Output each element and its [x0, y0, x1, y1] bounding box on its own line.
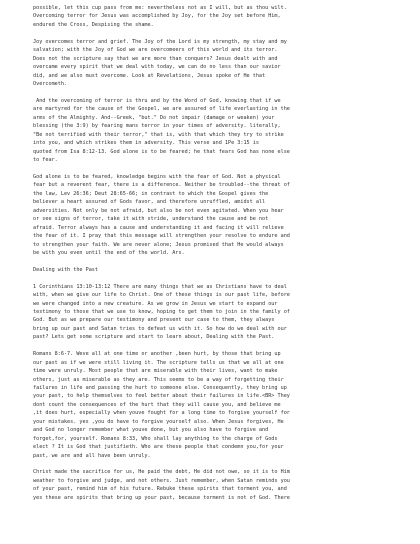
text-line: we were changed into a new creature. As we grow in Jesus we start to expand our: [33, 300, 278, 307]
text-line: your past, to help themselves to feel better about their failures in life.<BR> They: [33, 393, 290, 400]
text-line: Romans 8:6-7. Weve all at one time or another ,been hurt, by those that bring up: [33, 351, 281, 358]
text-line: our past as if we were still living it. The scripture tells us that we all at one: [33, 359, 284, 366]
text-line: the law, Lev 26:36; Deut 28:65-66; in contrast to which the Gospel gives the: [33, 190, 269, 197]
text-line: with, when we give our life to Christ. One of these things is our past life, before: [33, 292, 290, 299]
text-line: Christ made the sacrifice for us, He paid the debt, He did not owe, so it is to Him: [33, 469, 290, 476]
text-line: believer a heart assured of Gods favor, and therefore unruffled, amidst all: [33, 199, 266, 206]
text-line: to fear.: [33, 157, 58, 164]
text-line: Does not the scripture say that we are more than conquers? Jesus dealt with and: [33, 55, 278, 62]
paragraph: [33, 4, 390, 29]
text-line: weather to forgive and judge, and not others. Just remember, when Satan reminds you: [33, 477, 290, 484]
text-line: and God no longer remember what youve done, but you also have to forgive and: [33, 427, 269, 434]
paragraph: [33, 173, 390, 258]
text-line: afraid. Terror always has a cause and understanding it and facing it will relieve: [33, 224, 284, 231]
paragraph: [33, 468, 390, 502]
paragraph: [33, 38, 390, 89]
paragraph: [33, 97, 390, 165]
text-line: blessing (the 3:9) by fearing mans terror in your times of adversity. literally,: [33, 123, 281, 130]
text-line: "Be not terrified with their terror," that is, with that which they try to strike: [33, 131, 284, 138]
text-line: endured the Cross, Despising the shame.: [33, 21, 154, 28]
text-line: of your past, remind him of his future. Rebuke these spirits that torment you, and: [33, 486, 287, 493]
paragraph: [33, 283, 390, 342]
text-line: your mistakes. yes ,you do have to forgive yourself also. When Jesus forgives, He: [33, 418, 284, 425]
text-line: the fear of it. I pray that this message will strengthen your resolve to endure and: [33, 233, 290, 240]
text-line: are martyred for the cause of the Gospel, we are assured of life everlasting in the: [33, 106, 290, 113]
text-line: or see signs of terror, take it with stride, understand the cause and be not: [33, 216, 269, 223]
text-line: God. But as we prepare our testimony and present our case to them, they always: [33, 317, 275, 324]
document-body: [33, 4, 390, 502]
text-line: God alone is to be feared, knowledge begins with the fear of God. Not a physical: [33, 173, 281, 180]
text-line: be with you even until the end of the world. Ars.: [33, 249, 185, 256]
text-line: fear but a reverent fear, there is a difference. Neither be troubled--the threat of: [33, 182, 290, 189]
text-line: to strengthen your faith. We are never alone; Jesus promised that He would always: [33, 241, 284, 248]
text-line: And the overcoming of terror is thru and by the Word of God, knowing that if we: [33, 97, 281, 104]
text-line: bring up our past and Satan tries to defeat us with it. So how do we deal with our: [33, 325, 287, 332]
paragraph: [33, 350, 390, 460]
text-line: overcame every spirit that we deal with today, we can do no less than our savior: [33, 64, 281, 71]
text-line: time were unruly. Most people that are miserable with their lives, want to make: [33, 368, 278, 375]
text-line: testimony to those that we use to know, hoping to get them to join in the family of: [33, 309, 290, 315]
text-line: elect ? It is God that justifieth. Who are these people that condemn you,for your: [33, 444, 284, 451]
text-line: dont count the consequences of the hurt that they will cause you, and believe me: [33, 401, 281, 408]
text-line: Overcoming terror for Jesus was accomplished by Joy, for the Joy set before Him,: [33, 13, 281, 20]
text-line: Overcometh.: [33, 81, 68, 88]
text-line: quoted from Isa 8:12-13. God alone is to be feared; he that fears God has none else: [33, 148, 290, 155]
text-line: did, and we also must overcome. Look at Revelations, Jesus spoke of He that: [33, 72, 266, 79]
text-line: arms of the Almighty. And--Greek, "but." Do not impair (damage or weaken) your: [33, 114, 275, 121]
text-line: past, we are and all have been unruly.: [33, 452, 151, 459]
text-line: past? Lets get some scripture and start to learn about, Dealing with the Past.: [33, 334, 275, 341]
text-line: salvation; with the Joy of God we are overcomeers of this world and its terror.: [33, 47, 278, 54]
text-line: Joy overcomes terror and grief. The Joy of the Lord is my strength, my stay and my: [33, 38, 287, 45]
text-line: ,it does hurt, especially when youve fought for a long time to forgive yourself for: [33, 410, 290, 417]
section-heading: [33, 266, 390, 274]
text-line: others, just as miserable as they are. This seems to be a way of forgetting their: [33, 376, 284, 383]
text-line: forget,for, yourself. Romans 8:33, Who shall lay anything to the charge of Gods: [33, 435, 278, 442]
text-line: Dealing with the Past: [33, 266, 98, 273]
text-line: yes these are spirits that bring up your past, because torment is not of God. There: [33, 494, 290, 501]
text-line: failures in life and passing the hurt to someone else. Consequently, they bring up: [33, 385, 287, 392]
text-line: possible, let this cup pass from me: nevertheless not as I will, but as thou wilt.: [33, 5, 287, 11]
text-line: into you, and which strikes them in adversity. This verse and 1Pe 3:15 is: [33, 140, 259, 147]
text-line: adversities. Not only be not afraid, but also be not even agitated. When you hear: [33, 207, 284, 214]
text-line: 1 Corinthians 13:10-13:12 There are many things that we as Christians have to deal: [33, 283, 287, 290]
